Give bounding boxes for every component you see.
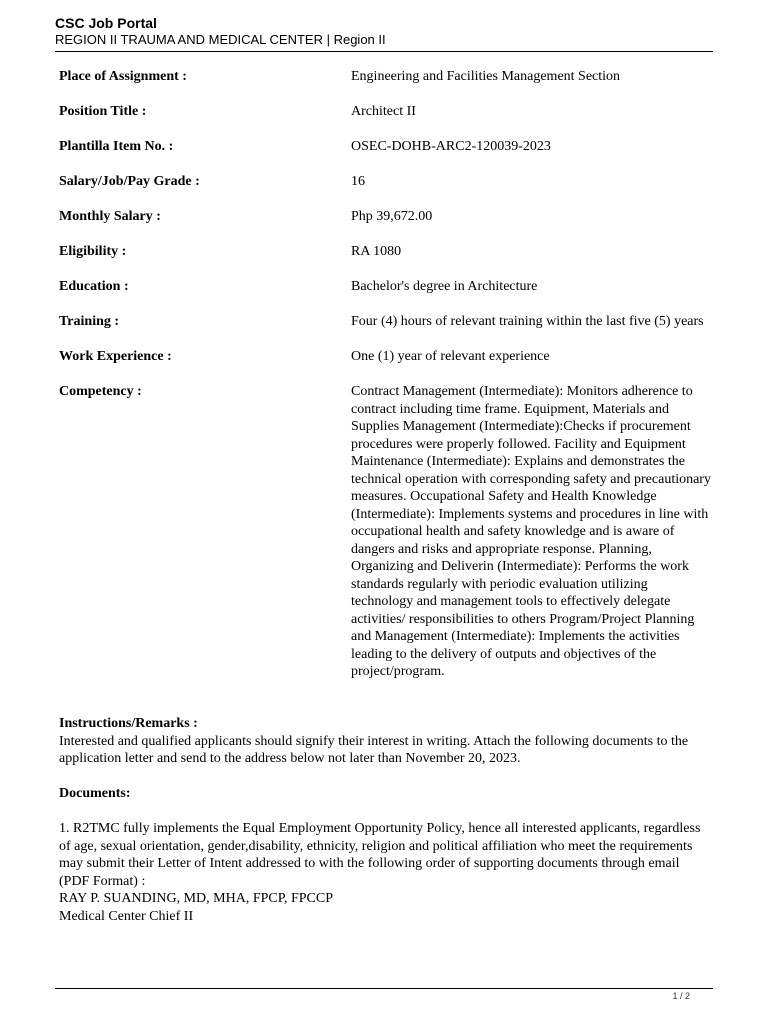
instructions-text: Interested and qualified applicants should signify their interest in writing. Attach the following documents to the application letter and send to the address below not later than November 20, 2023. [59,733,689,766]
addressee-title: Medical Center Chief II [59,908,194,924]
spacer [59,768,709,786]
field-row-competency [59,383,713,681]
field-label: Eligibility : [59,244,127,259]
field-label: Competency : [59,384,142,399]
documents-item-1: 1. R2TMC fully implements the Equal Employment Opportunity Policy, hence all interested applicants, regardless of age, sexual orientation, gender,disability, ethnicity, religion and political affiliation who meet the requirements may submit their Letter of Intent addressed to with the following order of supporting documents through email (PDF Format) : [59,821,701,889]
field-value: Engineering and Facilities Management Section [351,69,621,84]
portal-title: CSC Job Portal [55,15,157,31]
field-label: Salary/Job/Pay Grade : [59,174,200,189]
header-divider [55,51,713,52]
field-row-plantilla-item [59,138,713,156]
field-label: Position Title : [59,104,147,119]
field-row-salary-grade [59,173,713,191]
spacer [59,803,709,821]
field-label: Plantilla Item No. : [59,139,174,154]
field-value: Four (4) hours of relevant training within the last five (5) years [351,314,704,329]
addressee-name: RAY P. SUANDING, MD, MHA, FPCP, FPCCP [59,891,334,906]
documents-heading: Documents: [59,786,131,801]
field-label: Place of Assignment : [59,69,187,84]
instructions-heading: Instructions/Remarks : [59,716,198,731]
page-number: 1 / 2 [672,991,690,1001]
field-value: Contract Management (Intermediate): Monitors adherence to contract including time frame. Equipment, Materials and Supplies Management (Intermediate):Checks if procurement procedures were properly followed. Facility and Equipment Maintenance (Intermediate): Explains and demonstrates the technical operation with corresponding safety and precautionary measures. Occupational Safety and Health Knowledge (Intermediate): Implements systems and procedures in line with occupational health and safety knowledge and is aware of dangers and risks and appropriate response. Planning, Organizing and Deliverin (Intermediate): Performs the work standards regularly with periodic evaluation utilizing technology and management tools to effectively delegate activities/ responsibilities to others Program/Project Planning and Management (Intermediate): Implements the activities leading to the delivery of outputs and objectives of the project/program. [351,384,711,679]
field-row-training [59,313,713,331]
field-value: 16 [351,174,365,189]
field-row-work-experience [59,348,713,366]
field-value: Architect II [351,104,416,119]
remarks-section [59,715,709,925]
agency-subtitle: REGION II TRAUMA AND MEDICAL CENTER | Region II [55,32,386,47]
field-value: Php 39,672.00 [351,209,433,224]
page-header [55,15,713,48]
field-row-education [59,278,713,296]
job-details [59,68,713,698]
field-label: Monthly Salary : [59,209,161,224]
field-row-place-of-assignment [59,68,713,86]
field-value: Bachelor's degree in Architecture [351,279,538,294]
field-row-eligibility [59,243,713,261]
field-value: OSEC-DOHB-ARC2-120039-2023 [351,139,551,154]
field-label: Education : [59,279,129,294]
field-row-monthly-salary [59,208,713,226]
footer-divider [55,988,713,989]
field-value: RA 1080 [351,244,402,259]
field-value: One (1) year of relevant experience [351,349,550,364]
field-label: Work Experience : [59,349,172,364]
field-row-position-title [59,103,713,121]
field-label: Training : [59,314,120,329]
